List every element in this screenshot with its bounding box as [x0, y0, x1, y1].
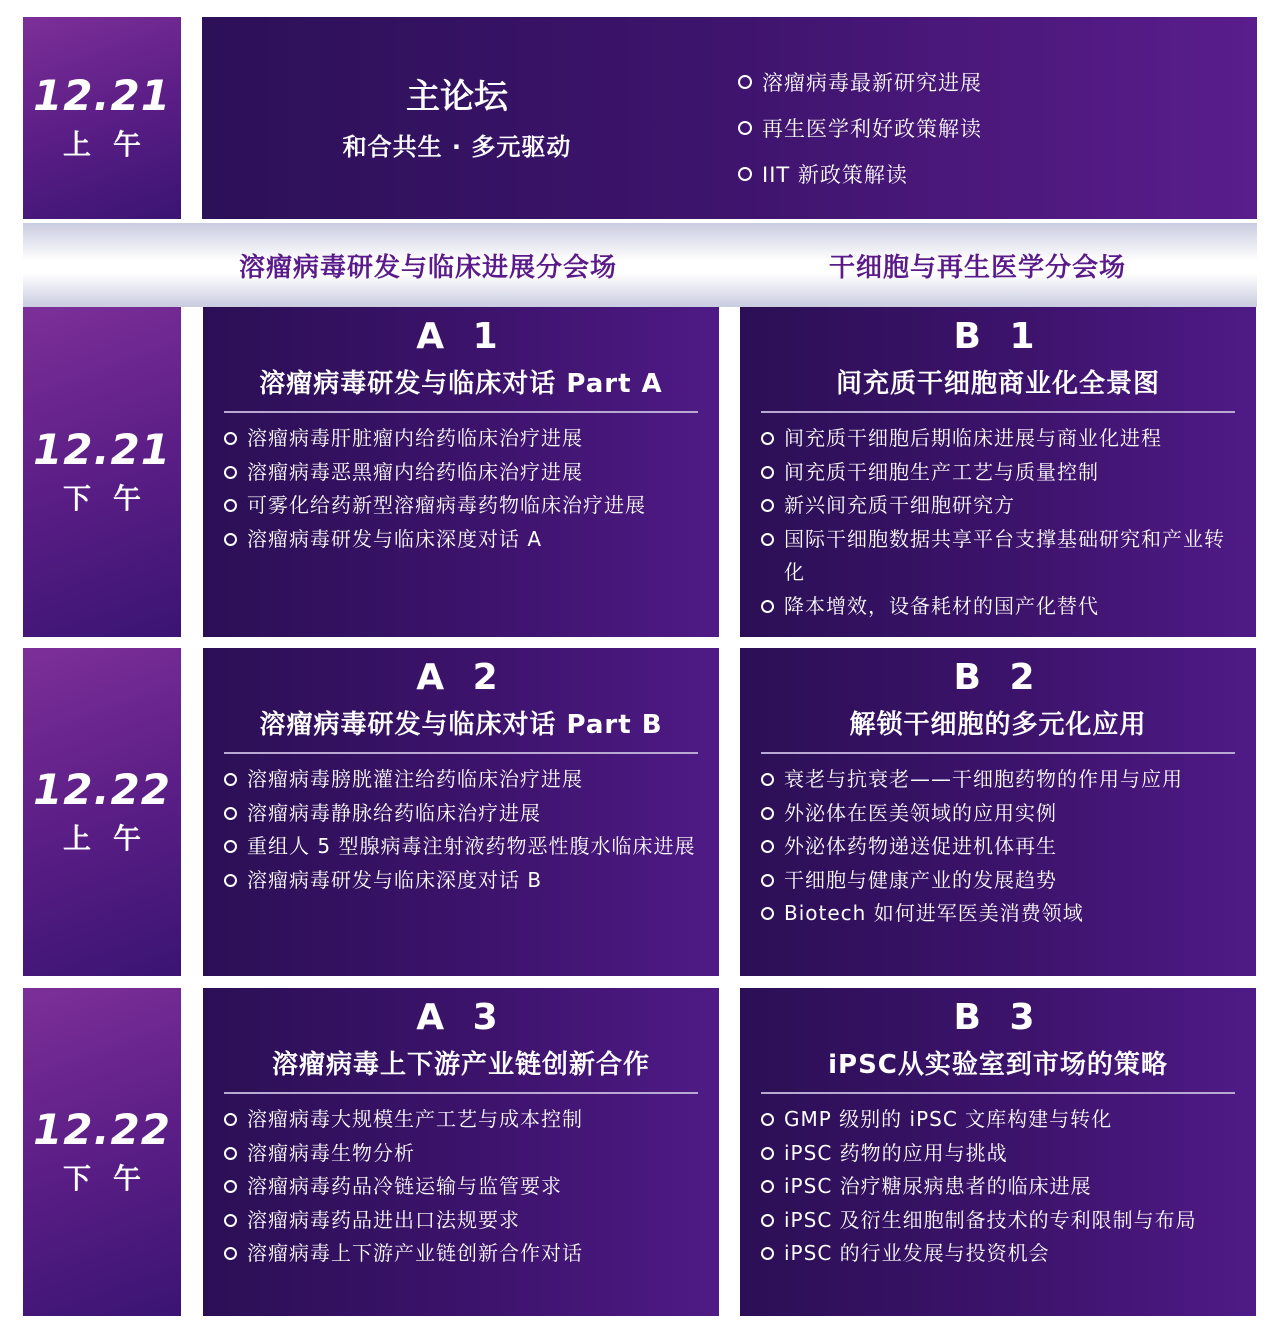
session-title: iPSC从实验室到市场的策略 — [828, 1050, 1168, 1080]
session-code: A 2 — [416, 657, 506, 698]
circle-bullet-icon — [738, 121, 752, 135]
date-box-main — [23, 17, 181, 219]
list-item: 新兴间充质干细胞研究方 — [761, 489, 1240, 523]
list-item: 可雾化给药新型溶瘤病毒药物临床治疗进展 — [224, 489, 703, 523]
session-b3 — [740, 988, 1256, 1316]
track-header-right: 干细胞与再生医学分会场 — [829, 253, 1127, 283]
circle-bullet-icon — [761, 874, 774, 887]
list-item: 重组人 5 型腺病毒注射液药物恶性腹水临床进展 — [224, 830, 703, 864]
date-label: 12.22 — [33, 1104, 171, 1154]
circle-bullet-icon — [224, 1247, 237, 1260]
session-a1 — [203, 307, 719, 637]
session-a3 — [203, 988, 719, 1316]
circle-bullet-icon — [224, 1214, 237, 1227]
circle-bullet-icon — [761, 1247, 774, 1260]
list-item: 降本增效，设备耗材的国产化替代 — [761, 590, 1240, 624]
list-item: 国际干细胞数据共享平台支撑基础研究和产业转化 — [761, 523, 1240, 590]
session-a2 — [203, 648, 719, 976]
circle-bullet-icon — [224, 1113, 237, 1126]
circle-bullet-icon — [761, 499, 774, 512]
session-topic-list — [761, 1103, 1240, 1271]
divider — [224, 752, 698, 754]
session-topic-list — [761, 763, 1240, 931]
main-forum-title: 主论坛 — [406, 77, 508, 117]
period-label: 下午 — [62, 482, 163, 516]
list-item: iPSC 及衍生细胞制备技术的专利限制与布局 — [761, 1204, 1240, 1238]
main-forum-topic-list — [738, 59, 982, 197]
list-item: 外泌体在医美领域的应用实例 — [761, 797, 1240, 831]
session-topic-list — [761, 422, 1240, 623]
list-item: GMP 级别的 iPSC 文库构建与转化 — [761, 1103, 1240, 1137]
circle-bullet-icon — [224, 533, 237, 546]
date-label: 12.21 — [33, 424, 171, 474]
list-item: 干细胞与健康产业的发展趋势 — [761, 864, 1240, 898]
session-title: 溶瘤病毒研发与临床对话 Part B — [259, 710, 663, 740]
list-item: 溶瘤病毒最新研究进展 — [738, 59, 982, 105]
circle-bullet-icon — [224, 1147, 237, 1160]
date-box-row-3 — [23, 988, 181, 1316]
list-item: 衰老与抗衰老——干细胞药物的作用与应用 — [761, 763, 1240, 797]
circle-bullet-icon — [224, 807, 237, 820]
list-item: Biotech 如何进军医美消费领域 — [761, 897, 1240, 931]
circle-bullet-icon — [761, 907, 774, 920]
list-item: 溶瘤病毒恶黑瘤内给药临床治疗进展 — [224, 456, 703, 490]
list-item: 溶瘤病毒研发与临床深度对话 B — [224, 864, 703, 898]
circle-bullet-icon — [224, 773, 237, 786]
circle-bullet-icon — [761, 1180, 774, 1193]
list-item: 溶瘤病毒生物分析 — [224, 1137, 703, 1171]
date-label: 12.22 — [33, 764, 171, 814]
session-code: B 2 — [953, 657, 1043, 698]
divider — [224, 1092, 698, 1094]
list-item: 溶瘤病毒肝脏瘤内给药临床治疗进展 — [224, 422, 703, 456]
session-topic-list — [224, 763, 703, 897]
period-label: 上午 — [62, 128, 163, 162]
circle-bullet-icon — [761, 432, 774, 445]
list-item: 溶瘤病毒研发与临床深度对话 A — [224, 523, 703, 557]
list-item: iPSC 的行业发展与投资机会 — [761, 1237, 1240, 1271]
list-item: iPSC 药物的应用与挑战 — [761, 1137, 1240, 1171]
session-code: B 3 — [953, 997, 1043, 1038]
circle-bullet-icon — [224, 874, 237, 887]
list-item: iPSC 治疗糖尿病患者的临床进展 — [761, 1170, 1240, 1204]
date-box-row-1 — [23, 307, 181, 637]
main-forum-panel — [202, 17, 1257, 219]
circle-bullet-icon — [761, 600, 774, 613]
list-item: 溶瘤病毒膀胱灌注给药临床治疗进展 — [224, 763, 703, 797]
session-title: 解锁干细胞的多元化应用 — [849, 710, 1147, 740]
date-label: 12.21 — [33, 70, 171, 120]
session-title: 溶瘤病毒上下游产业链创新合作 — [271, 1050, 650, 1080]
divider — [761, 752, 1235, 754]
circle-bullet-icon — [224, 840, 237, 853]
list-item: 间充质干细胞后期临床进展与商业化进程 — [761, 422, 1240, 456]
circle-bullet-icon — [761, 840, 774, 853]
divider — [224, 411, 698, 413]
track-header-band — [23, 223, 1257, 307]
session-topic-list — [224, 422, 703, 556]
circle-bullet-icon — [224, 499, 237, 512]
list-item: 溶瘤病毒大规模生产工艺与成本控制 — [224, 1103, 703, 1137]
session-title: 间充质干细胞商业化全景图 — [835, 369, 1160, 399]
session-b1 — [740, 307, 1256, 637]
circle-bullet-icon — [761, 1113, 774, 1126]
circle-bullet-icon — [761, 466, 774, 479]
list-item: 溶瘤病毒静脉给药临床治疗进展 — [224, 797, 703, 831]
session-code: B 1 — [953, 316, 1043, 357]
circle-bullet-icon — [738, 167, 752, 181]
session-b2 — [740, 648, 1256, 976]
circle-bullet-icon — [761, 1214, 774, 1227]
date-box-row-2 — [23, 648, 181, 976]
circle-bullet-icon — [224, 466, 237, 479]
session-title: 溶瘤病毒研发与临床对话 Part A — [259, 369, 663, 399]
divider — [761, 411, 1235, 413]
period-label: 上午 — [62, 822, 163, 856]
circle-bullet-icon — [761, 773, 774, 786]
list-item: 溶瘤病毒药品进出口法规要求 — [224, 1204, 703, 1238]
main-forum-subtitle: 和合共生 · 多元驱动 — [342, 133, 572, 161]
session-code: A 3 — [416, 997, 506, 1038]
circle-bullet-icon — [761, 533, 774, 546]
list-item: 再生医学利好政策解读 — [738, 105, 982, 151]
circle-bullet-icon — [761, 1147, 774, 1160]
list-item: IIT 新政策解读 — [738, 151, 982, 197]
session-topic-list — [224, 1103, 703, 1271]
list-item: 外泌体药物递送促进机体再生 — [761, 830, 1240, 864]
divider — [761, 1092, 1235, 1094]
list-item: 溶瘤病毒上下游产业链创新合作对话 — [224, 1237, 703, 1271]
track-header-left: 溶瘤病毒研发与临床进展分会场 — [239, 253, 618, 283]
session-code: A 1 — [416, 316, 506, 357]
circle-bullet-icon — [224, 1180, 237, 1193]
period-label: 下午 — [62, 1162, 163, 1196]
circle-bullet-icon — [761, 807, 774, 820]
circle-bullet-icon — [738, 75, 752, 89]
list-item: 间充质干细胞生产工艺与质量控制 — [761, 456, 1240, 490]
list-item: 溶瘤病毒药品冷链运输与监管要求 — [224, 1170, 703, 1204]
circle-bullet-icon — [224, 432, 237, 445]
